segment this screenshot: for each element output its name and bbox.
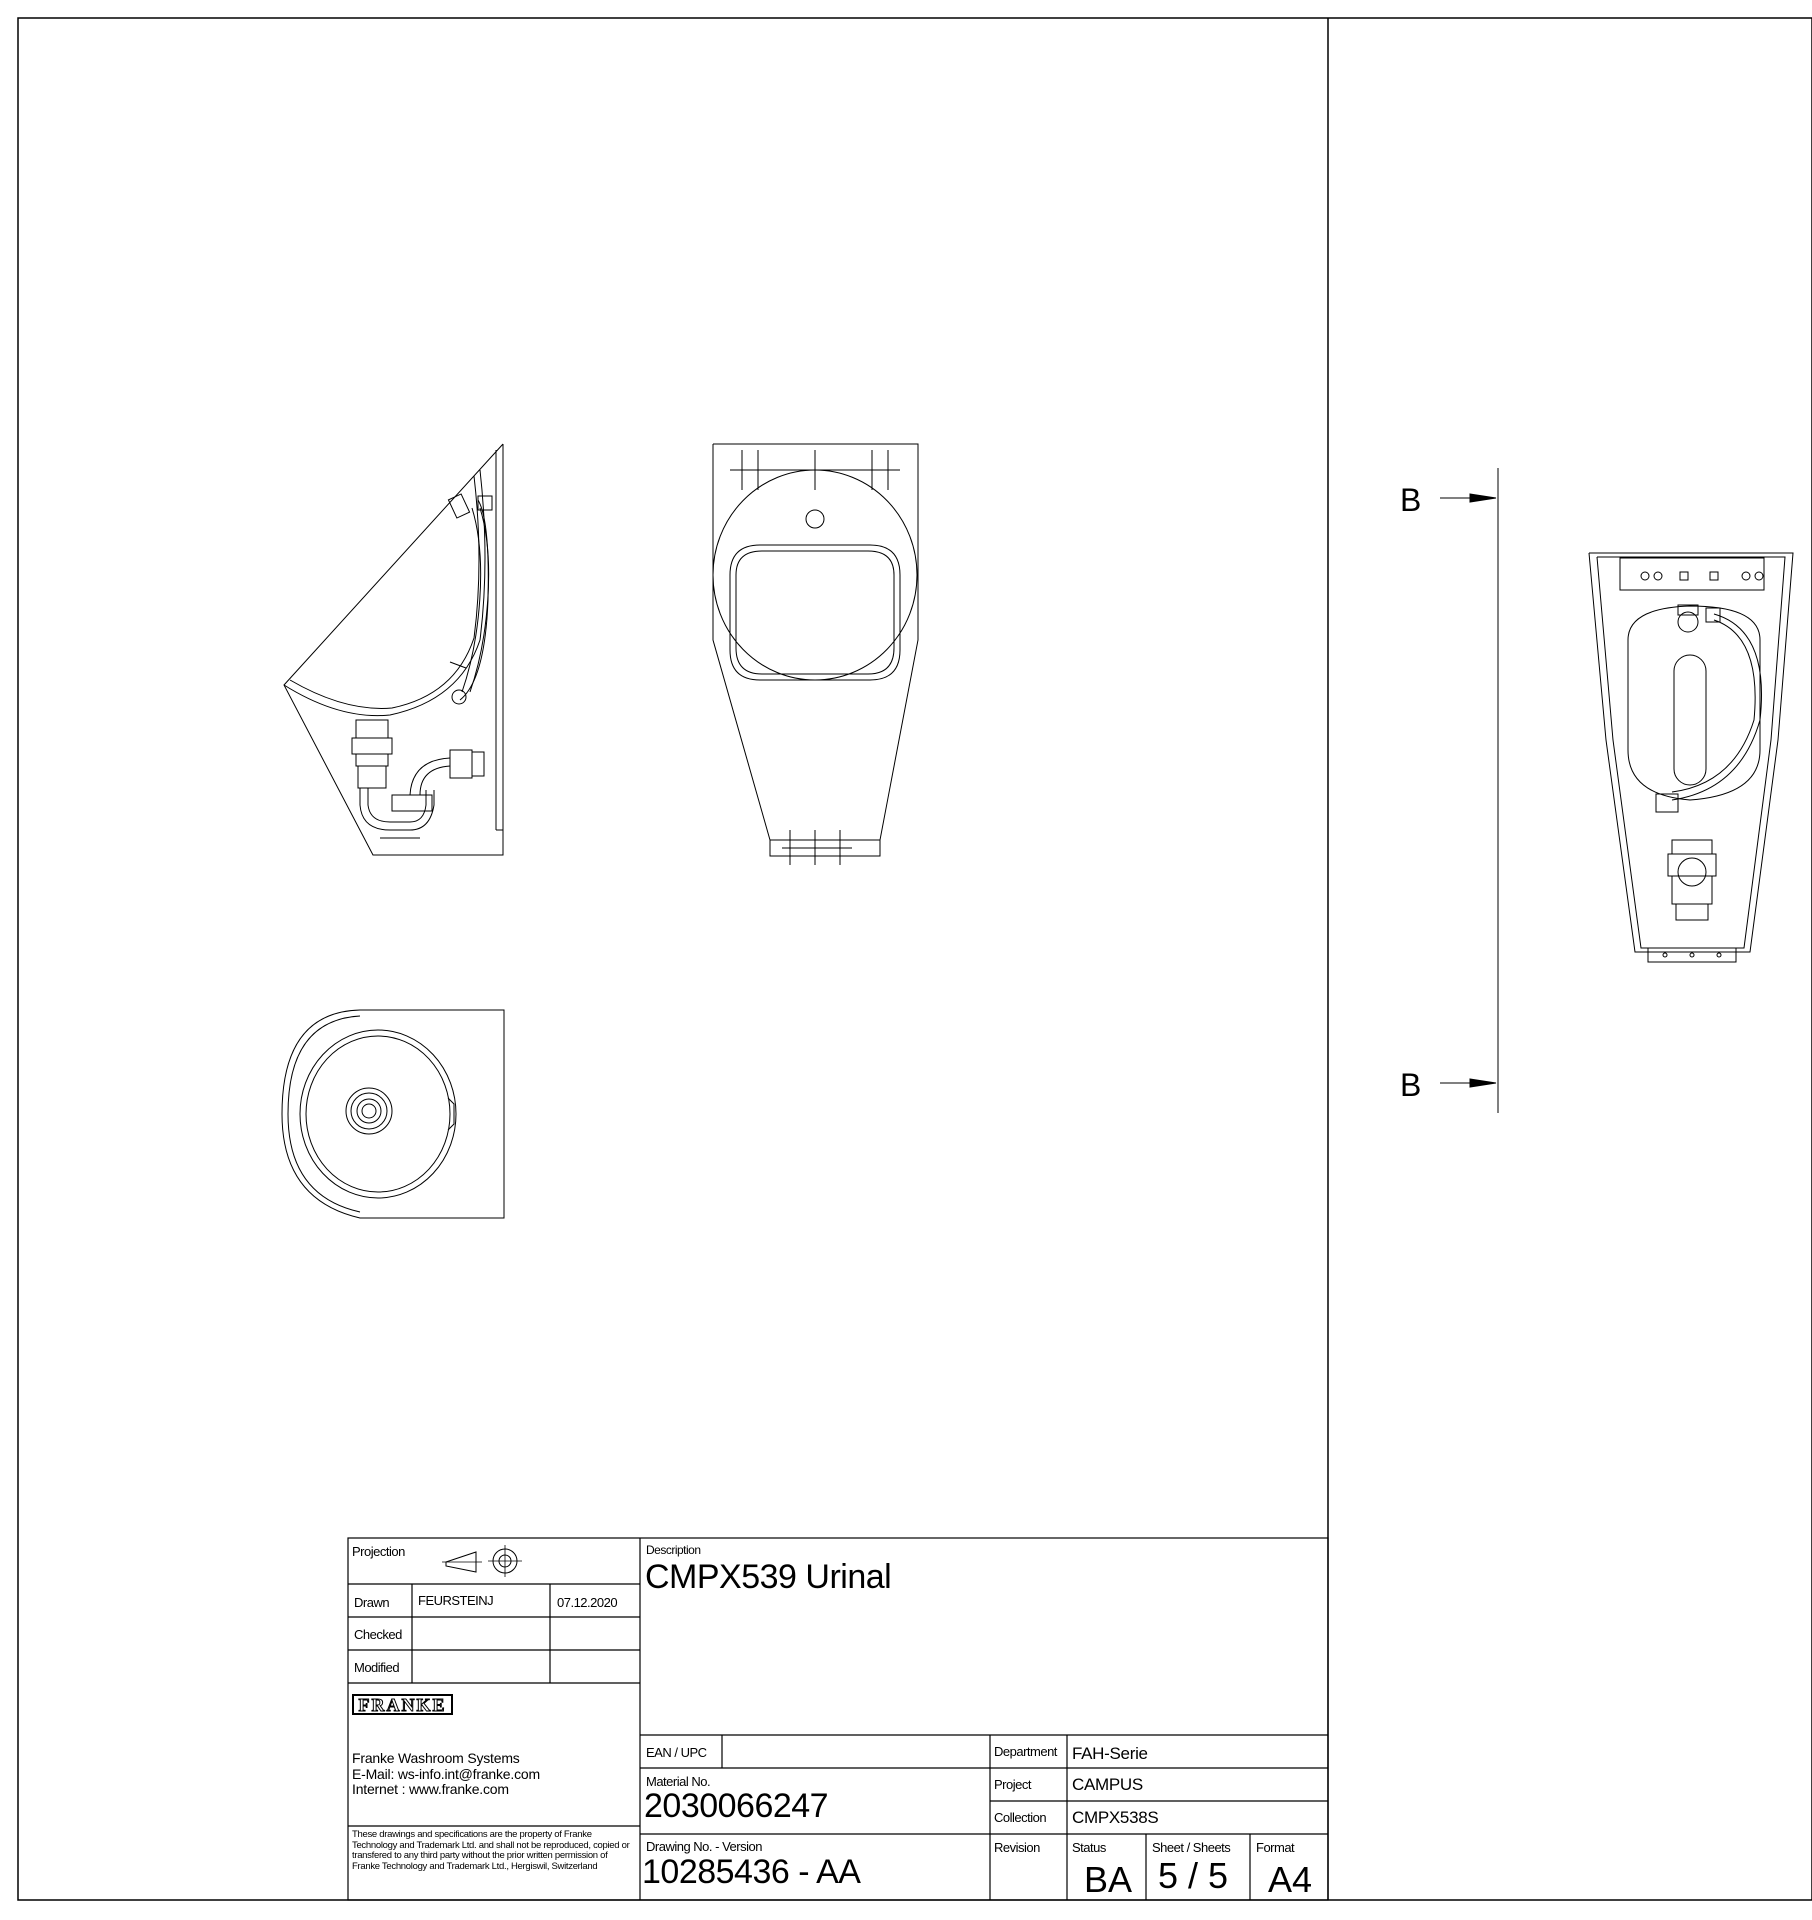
front-view [713, 444, 918, 865]
project-value: CAMPUS [1072, 1775, 1143, 1794]
checked-label: Checked [354, 1627, 402, 1642]
revision-label: Revision [994, 1840, 1040, 1855]
department-value: FAH-Serie [1072, 1744, 1148, 1763]
top-view [282, 1010, 504, 1218]
department-label: Department [994, 1744, 1057, 1759]
section-line-b [1440, 468, 1498, 1113]
status-label: Status [1072, 1840, 1106, 1855]
drawn-date: 07.12.2020 [557, 1595, 618, 1610]
collection-label: Collection [994, 1810, 1047, 1825]
section-view [1589, 553, 1793, 962]
description-label: Description [646, 1543, 701, 1557]
material-number: 2030066247 [644, 1787, 829, 1825]
description-value: CMPX539 Urinal [645, 1558, 892, 1596]
franke-logo: FRANKE [352, 1694, 453, 1715]
drawn-label: Drawn [354, 1595, 390, 1610]
status-value: BA [1084, 1859, 1133, 1900]
projection-label: Projection [352, 1544, 405, 1559]
company-website: Internet : www.franke.com [352, 1781, 509, 1798]
side-view [284, 444, 503, 855]
drawing-no-label: Drawing No. - Version [646, 1839, 762, 1854]
sheet-label: Sheet / Sheets [1152, 1840, 1231, 1855]
format-label: Format [1256, 1840, 1295, 1855]
modified-label: Modified [354, 1660, 400, 1675]
drawn-by: FEURSTEINJ [418, 1593, 494, 1608]
project-label: Project [994, 1777, 1031, 1792]
format-value: A4 [1268, 1859, 1313, 1900]
company-name: Franke Washroom Systems [352, 1750, 520, 1766]
drawing-number: 10285436 - AA [642, 1853, 861, 1891]
company-email: E-Mail: ws-info.int@franke.com [352, 1765, 540, 1782]
section-marker-bottom: B [1400, 1067, 1422, 1103]
company-info [352, 1751, 540, 1798]
collection-value: CMPX538S [1072, 1808, 1159, 1827]
ean-label: EAN / UPC [646, 1745, 707, 1760]
material-label: Material No. [646, 1774, 711, 1789]
copyright-notice: These drawings and specifications are the property of Franke Technology and Trademark Ltd. and shall not be reproduced, copied or transfered to any third party without the prior written permission of Franke Technology and Trademark Ltd., Hergiswil, Switzerland [352, 1829, 630, 1872]
section-marker-top: B [1400, 482, 1422, 518]
sheet-value: 5 / 5 [1158, 1855, 1229, 1896]
